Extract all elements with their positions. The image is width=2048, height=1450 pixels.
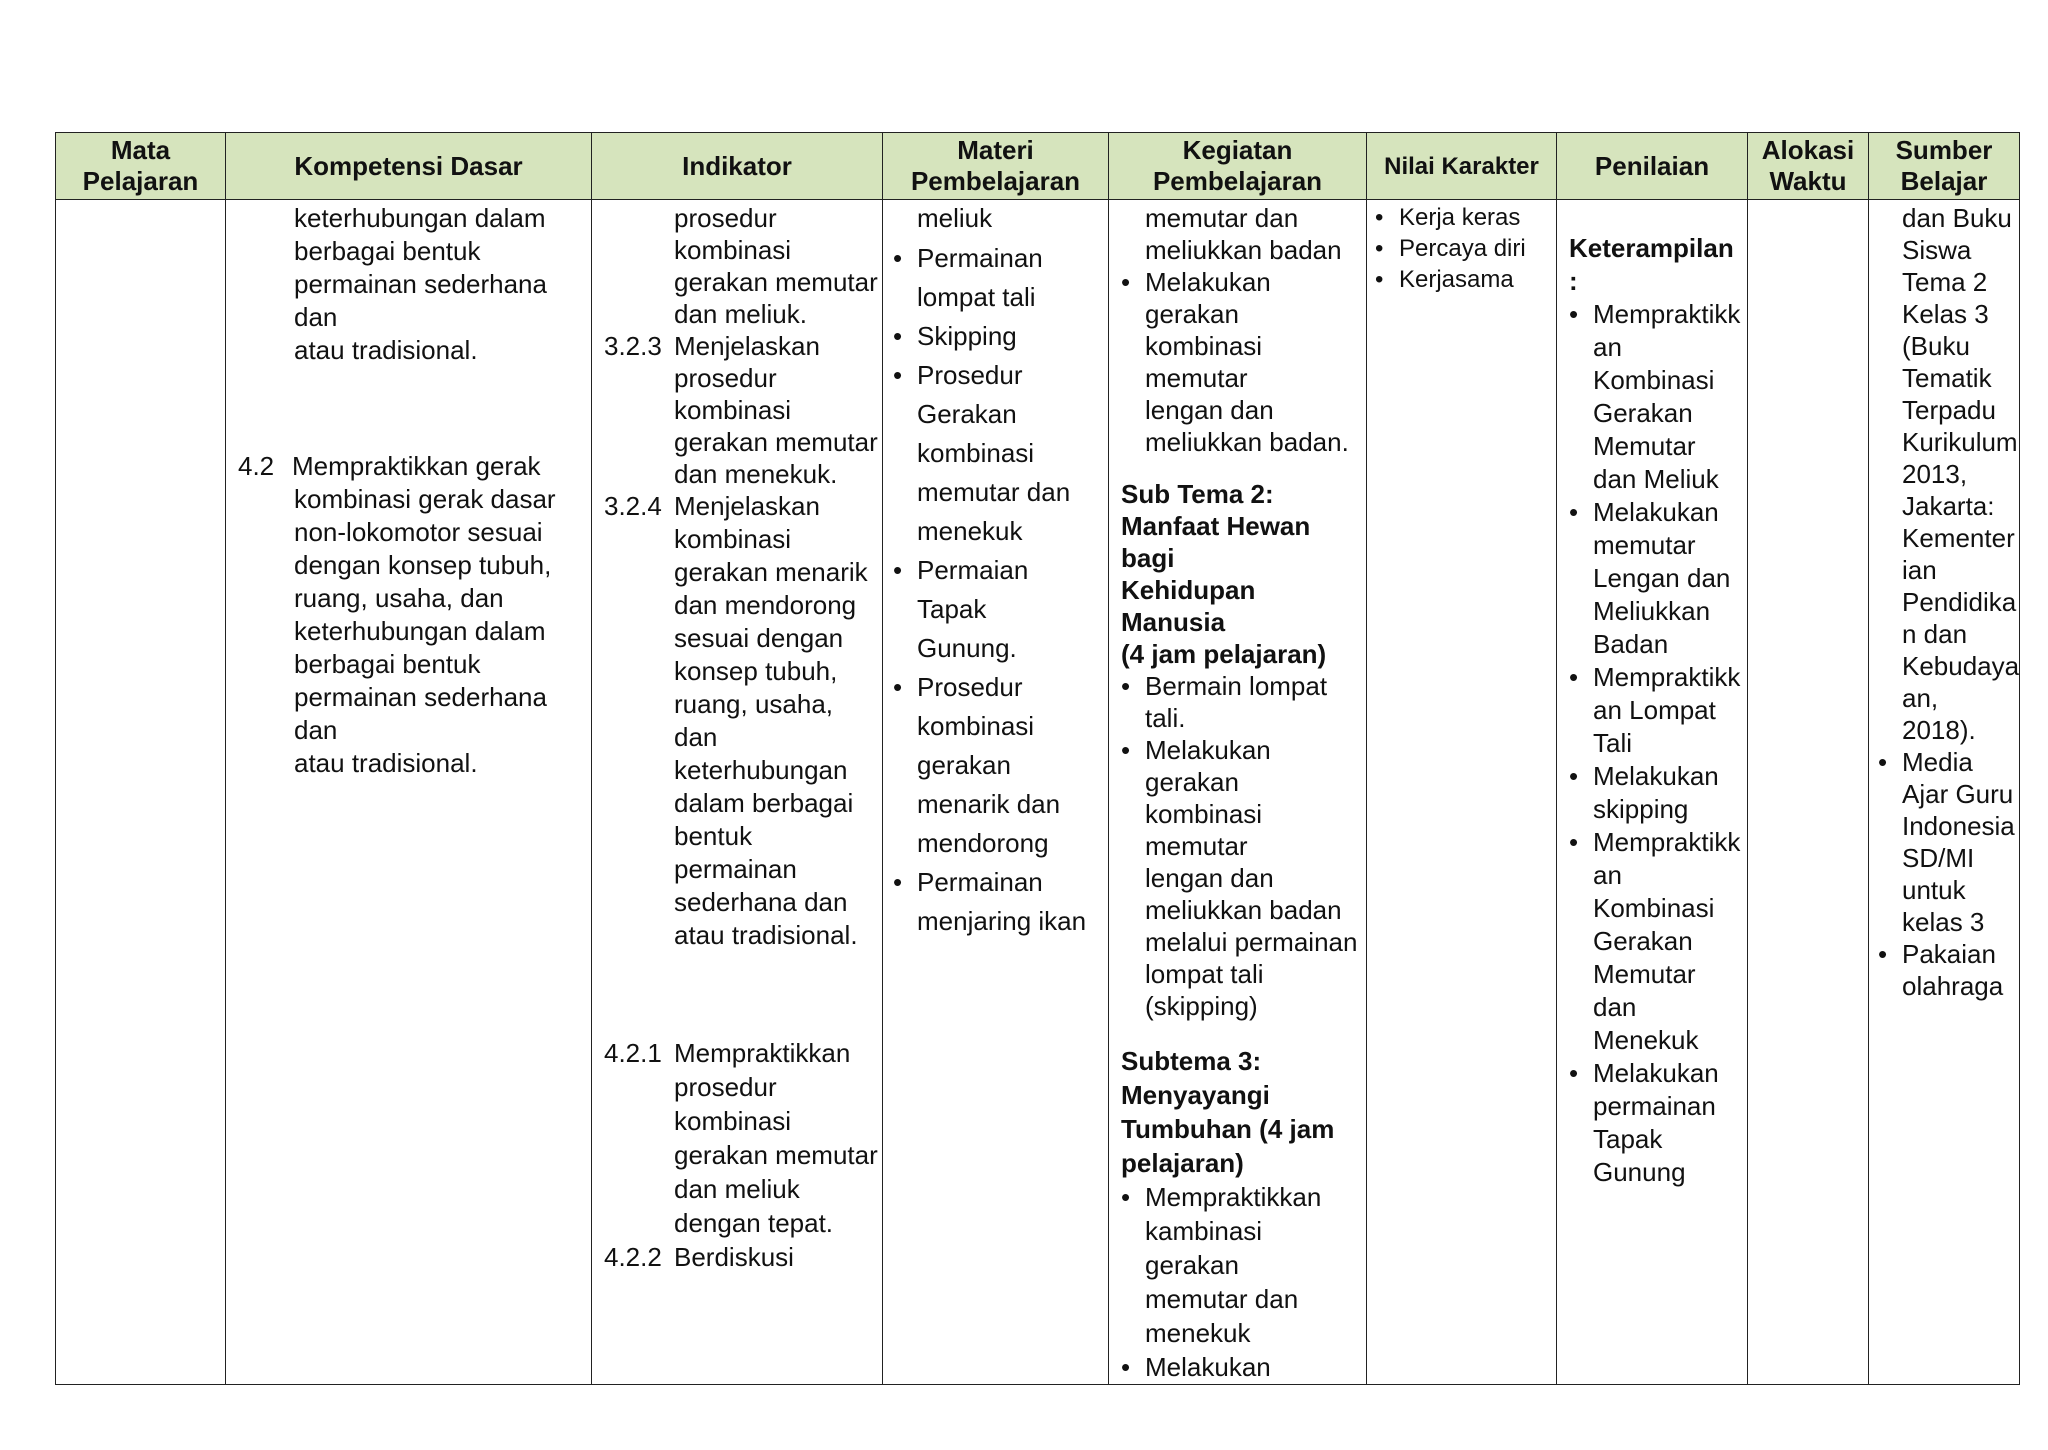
kd-continuation: [238, 202, 585, 367]
subtema-2-heading: Sub Tema 2: Manfaat Hewan bagi Kehidupan Manusia (4 jam pelajaran): [1121, 479, 1327, 669]
text-line: Mempraktikkan gerak: [292, 451, 541, 481]
list-item: • Prosedur Gerakan kombinasi memutar dan menekuk: [893, 356, 1104, 551]
cell-kompetensi-dasar: [226, 200, 592, 1385]
penilaian-heading: Keterampilan :: [1569, 233, 1734, 296]
list-item: • Mempraktikk an Kombinasi Gerakan Memutar dan Meliuk: [1569, 298, 1745, 496]
text-line: dalam berbagai: [674, 788, 854, 818]
list-item: • Melakukan gerakan kombinasi memutar lengan dan meliukkan badan.: [1121, 266, 1362, 458]
list-item: • Permainan lompat tali: [893, 239, 1104, 317]
nilai-list: [1375, 202, 1556, 295]
text-line: kombinasi: [674, 1106, 792, 1136]
text-line: prosedur: [674, 1072, 777, 1102]
text-line: sesuai dengan: [674, 623, 844, 653]
text-line: berbagai bentuk: [294, 236, 481, 266]
header-kegiatan-pembelajaran: Kegiatan Pembelajaran: [1109, 133, 1367, 200]
penilaian-list: [1569, 298, 1745, 1189]
indikator-continuation: [604, 202, 878, 330]
text-line: dan mendorong: [674, 590, 857, 620]
list-item: • Melakukan skipping: [1569, 760, 1745, 826]
list-item: • Melakukan: [1121, 1350, 1362, 1384]
indikator-number: 4.2.1: [604, 1038, 662, 1068]
text-line: Menjelaskan: [674, 491, 820, 521]
text-line: kombinasi: [674, 235, 792, 265]
list-item: • Mempraktikkan kambinasi gerakan memutar dan menekuk: [1121, 1180, 1362, 1350]
text-line: dan menekuk.: [674, 459, 838, 489]
list-item: • Prosedur kombinasi gerakan menarik dan mendorong: [893, 668, 1104, 863]
indikator-number: 3.2.4: [604, 491, 662, 521]
text-line: meliuk: [917, 203, 993, 233]
list-item: • Melakukan memutar Lengan dan Meliukkan Badan: [1569, 496, 1745, 661]
kd-4-2: [238, 450, 585, 780]
text-line: dan meliuk: [674, 1174, 800, 1204]
cell-sumber-belajar: [1869, 200, 2020, 1385]
indikator-number: 4.2.2: [604, 1242, 662, 1272]
list-item: • Permaian Tapak Gunung.: [893, 551, 1104, 668]
header-kompetensi-dasar: Kompetensi Dasar: [226, 133, 592, 200]
text-line: berbagai bentuk: [294, 649, 481, 679]
list-item: • Kerjasama: [1375, 264, 1556, 295]
text-line: atau tradisional.: [674, 920, 858, 950]
list-item: • Skipping: [893, 317, 1104, 356]
list-item: • Melakukan permainan Tapak Gunung: [1569, 1057, 1745, 1189]
kegiatan-list: [1121, 266, 1362, 458]
text-line: Menjelaskan: [674, 331, 820, 361]
indikator-number: 3.2.3: [604, 331, 662, 361]
sumber-list: [1878, 746, 2019, 1002]
text-line: sederhana dan: [674, 887, 848, 917]
subtema-2-list: [1121, 670, 1362, 1022]
cell-indikator: [592, 200, 883, 1385]
text-line: keterhubungan: [674, 755, 848, 785]
text-line: atau tradisional.: [294, 335, 478, 365]
cell-nilai-karakter: [1367, 200, 1557, 1385]
syllabus-table: [55, 132, 2020, 1385]
header-mata-pelajaran: Mata Pelajaran: [56, 133, 226, 200]
header-penilaian: Penilaian: [1557, 133, 1748, 200]
header-alokasi-waktu: Alokasi Waktu: [1748, 133, 1869, 200]
text-line: ruang, usaha, dan: [294, 583, 504, 613]
text-line: gerakan memutar: [674, 267, 878, 297]
indikator-3-2-3: [604, 330, 878, 490]
list-item: • Mempraktikk an Kombinasi Gerakan Memutar dan Menekuk: [1569, 826, 1745, 1057]
text-line: keterhubungan dalam: [294, 616, 546, 646]
cell-materi-pembelajaran: [883, 200, 1109, 1385]
list-item: • Bermain lompat tali.: [1121, 670, 1362, 734]
text-line: prosedur: [674, 203, 777, 233]
text-line: konsep tubuh,: [674, 656, 838, 686]
subtema-3-list: [1121, 1180, 1362, 1384]
list-item: • Mempraktikk an Lompat Tali: [1569, 661, 1745, 760]
text-line: permainan sederhana dan: [294, 682, 547, 745]
text-line: dengan konsep tubuh,: [294, 550, 552, 580]
materi-list: [893, 239, 1104, 941]
kegiatan-continuation: memutar dan meliukkan badan: [1145, 203, 1342, 265]
text-line: kombinasi gerak dasar: [294, 484, 556, 514]
text-line: gerakan memutar: [674, 427, 878, 457]
header-materi-pembelajaran: Materi Pembelajaran: [883, 133, 1109, 200]
cell-penilaian: [1557, 200, 1748, 1385]
header-sumber-belajar: Sumber Belajar: [1869, 133, 2020, 200]
text-line: bentuk permainan: [674, 821, 797, 884]
list-item: • Kerja keras: [1375, 202, 1556, 233]
text-line: gerakan menarik: [674, 557, 868, 587]
text-line: Mempraktikkan: [674, 1038, 851, 1068]
sumber-continuation: dan Buku Siswa Tema 2 Kelas 3 (Buku Tematik Terpadu Kurikulum 2013, Jakarta: Kementer ian Pendidika n dan Kebudaya an, 2018).: [1902, 203, 2020, 745]
indikator-3-2-4: [604, 490, 878, 952]
list-item: • Melakukan gerakan kombinasi memutar lengan dan meliukkan badan melalui permainan lompat tali (skipping): [1121, 734, 1362, 1022]
list-item: • Media Ajar Guru Indonesia SD/MI untuk kelas 3: [1878, 746, 2019, 938]
text-line: kombinasi: [674, 524, 792, 554]
text-line: atau tradisional.: [294, 748, 478, 778]
text-line: gerakan memutar: [674, 1140, 878, 1170]
header-indikator: Indikator: [592, 133, 883, 200]
indikator-4-2-2: [604, 1240, 878, 1274]
text-line: kombinasi: [674, 395, 792, 425]
syllabus-page: [55, 132, 2020, 1385]
text-line: dengan tepat.: [674, 1208, 834, 1238]
indikator-4-2-1: [604, 1036, 878, 1240]
list-item: • Permainan menjaring ikan: [893, 863, 1104, 941]
subtema-3-heading: Subtema 3: Menyayangi Tumbuhan (4 jam pelajaran): [1121, 1046, 1335, 1178]
cell-kegiatan-pembelajaran: [1109, 200, 1367, 1385]
text-line: keterhubungan dalam: [294, 203, 546, 233]
text-line: dan meliuk.: [674, 299, 807, 329]
text-line: Berdiskusi: [674, 1242, 794, 1272]
text-line: permainan sederhana dan: [294, 269, 547, 332]
table-row: [56, 200, 2020, 1385]
text-line: ruang, usaha, dan: [674, 689, 834, 752]
list-item: • Pakaian olahraga: [1878, 938, 2019, 1002]
cell-mata-pelajaran: [56, 200, 226, 1385]
header-nilai-karakter: Nilai Karakter: [1367, 133, 1557, 200]
cell-alokasi-waktu: [1748, 200, 1869, 1385]
kd-number: 4.2: [238, 451, 275, 481]
text-line: prosedur: [674, 363, 777, 393]
header-row: [56, 133, 2020, 200]
text-line: non-lokomotor sesuai: [294, 517, 543, 547]
list-item: • Percaya diri: [1375, 233, 1556, 264]
